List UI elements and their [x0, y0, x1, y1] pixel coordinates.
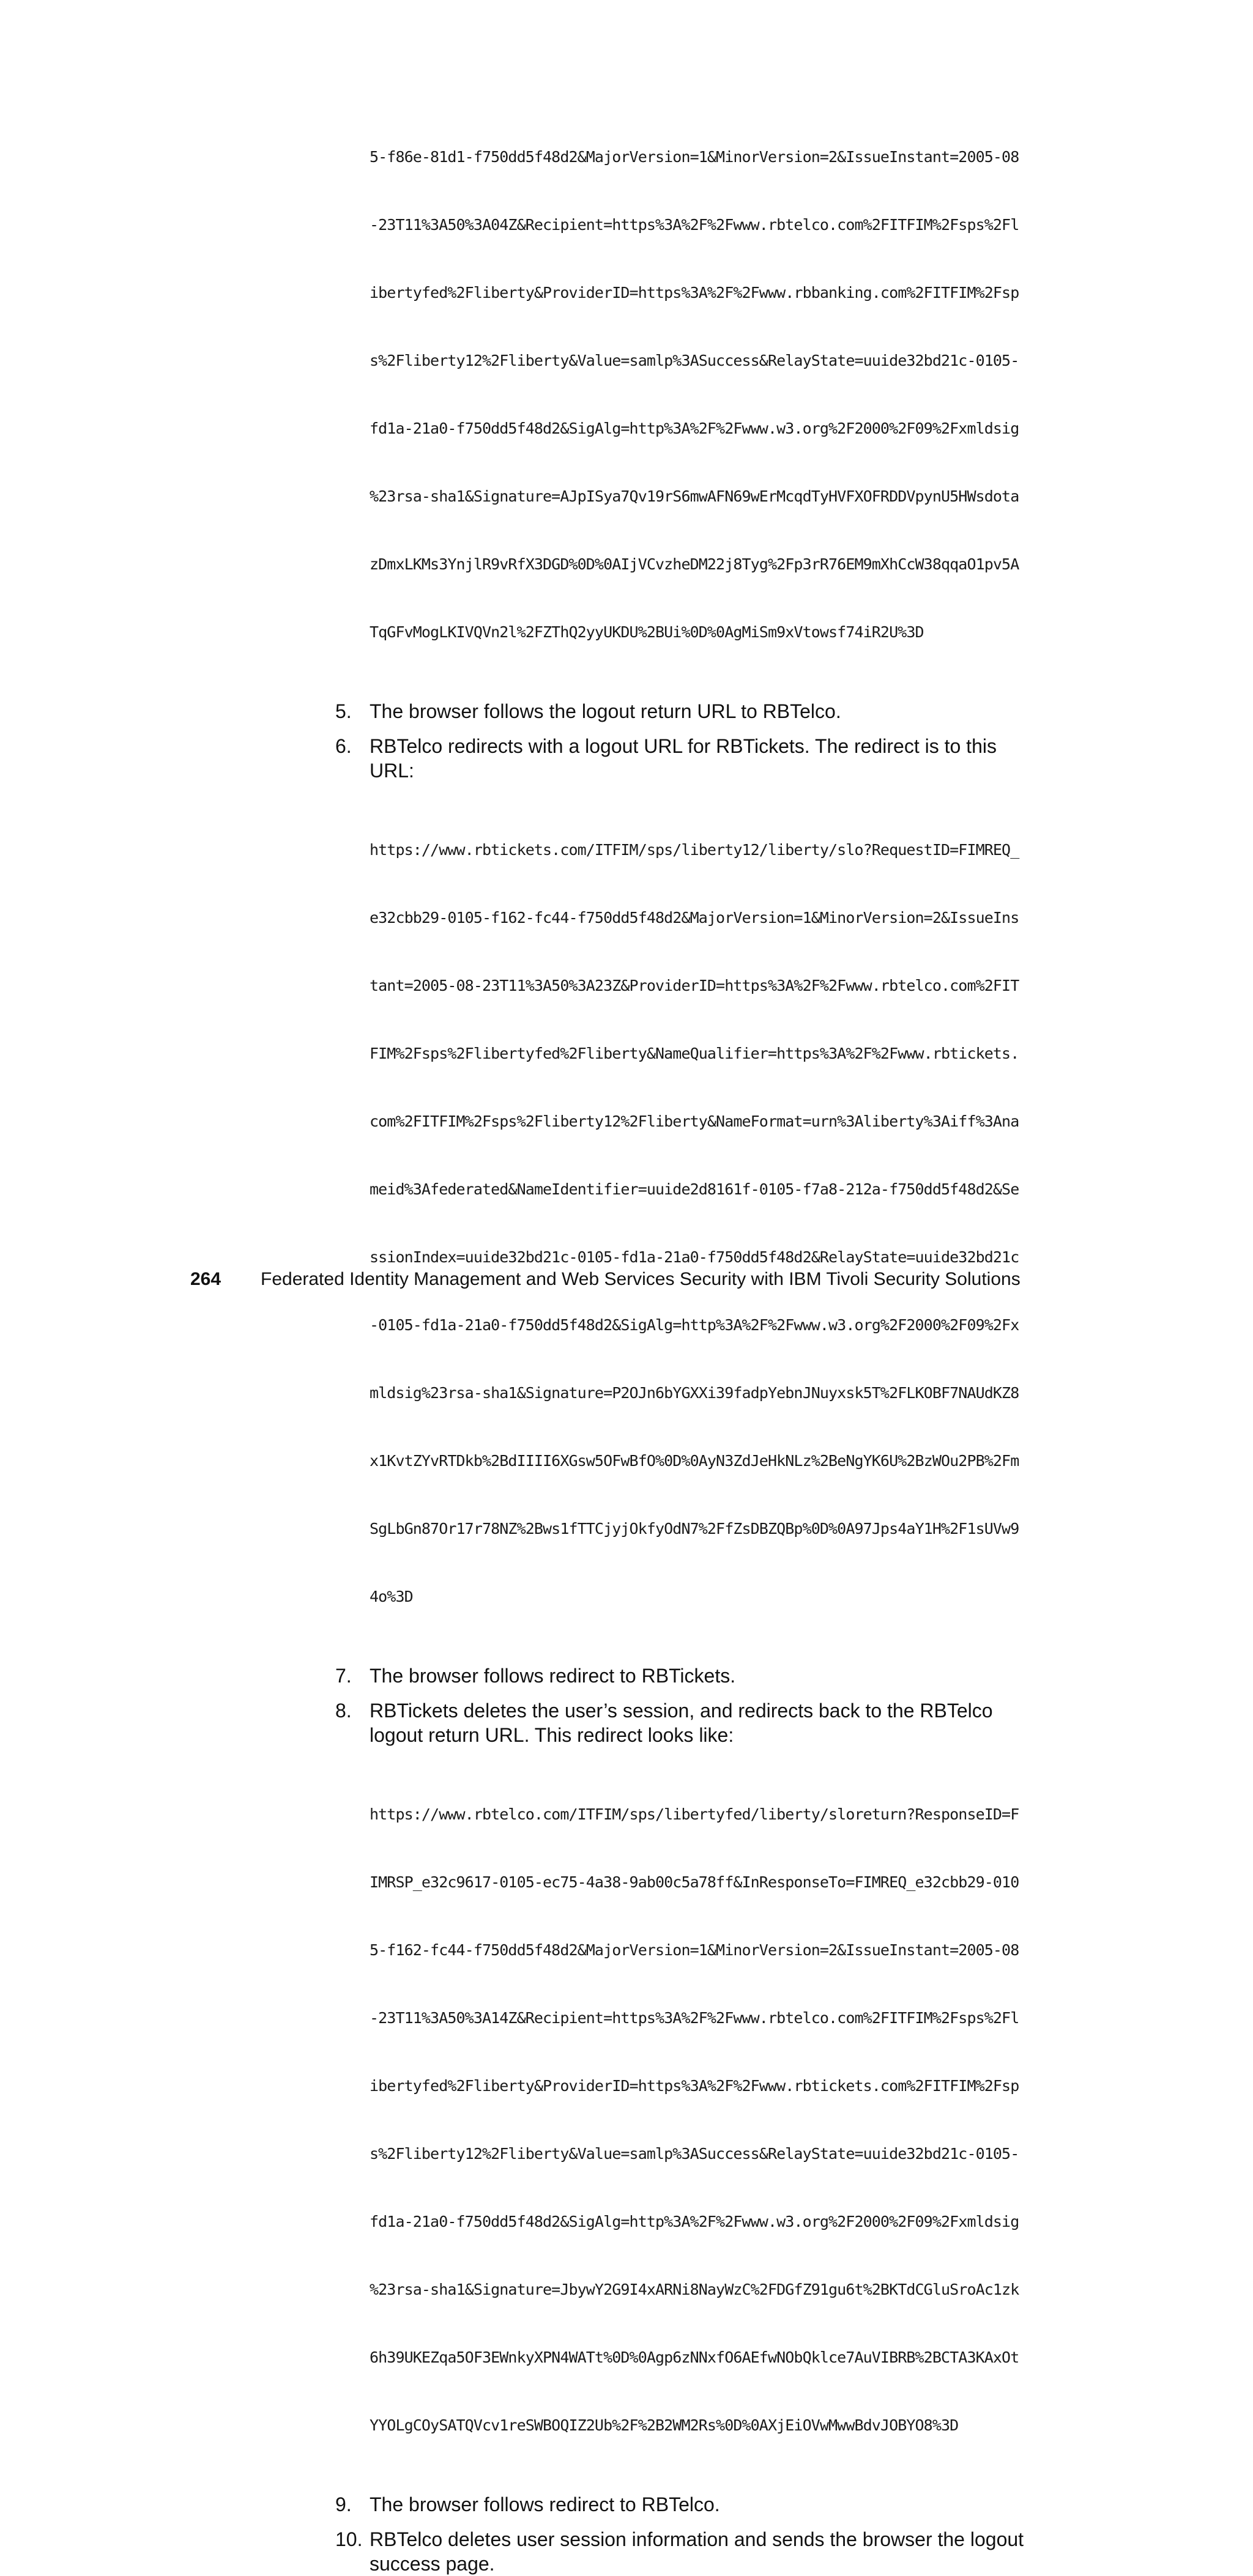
step-number: 8.: [335, 1700, 352, 1722]
step-text: [370, 1698, 1069, 1747]
code-line: -0105-fd1a-21a0-f750dd5f48d2&SigAlg=http%3A%2F%2Fwww.w3.org%2F2000%2F09%2Fx: [370, 1316, 1019, 1334]
code-line: s%2Fliberty12%2Fliberty&Value=samlp%3ASuccess&RelayState=uuide32bd21c-0105-: [370, 352, 1019, 369]
list-item-step-10: [335, 2527, 1069, 2576]
code-line: meid%3Afederated&NameIdentifier=uuide2d8161f-0105-f7a8-212a-f750dd5f48d2&Se: [370, 1180, 1019, 1198]
code-line: %23rsa-sha1&Signature=JbywY2G9I4xARNi8NayWzC%2FDGfZ91gu6t%2BKTdCGluSroAc1zk: [370, 2281, 1019, 2298]
step-number: 9.: [335, 2493, 352, 2515]
book-title: Federated Identity Management and Web Services Security with IBM Tivoli Security Solutions: [261, 1269, 1021, 1289]
list-item-step-8: [335, 1698, 1069, 1747]
page-content: [335, 100, 1069, 2576]
step-text-line: RBTelco redirects with a logout URL for RBTickets. The redirect is to this: [370, 735, 997, 757]
code-line: 4o%3D: [370, 1588, 413, 1605]
url-code-block-rbtickets-slo: [370, 793, 1069, 1653]
code-line: fd1a-21a0-f750dd5f48d2&SigAlg=http%3A%2F%2Fwww.w3.org%2F2000%2F09%2Fxmldsig: [370, 420, 1019, 437]
code-line: %23rsa-sha1&Signature=AJpISya7Qv19rS6mwAFN69wErMcqdTyHVFXOFRDDVpynU5HWsdota: [370, 487, 1019, 505]
code-line: mldsig%23rsa-sha1&Signature=P2OJn6bYGXXi39fadpYebnJNuyxsk5T%2FLKOBF7NAUdKZ8: [370, 1384, 1019, 1402]
step-number: 7.: [335, 1665, 352, 1687]
code-line: ibertyfed%2Fliberty&ProviderID=https%3A%2F%2Fwww.rbtickets.com%2FITFIM%2Fsp: [370, 2077, 1019, 2095]
code-line: ssionIndex=uuide32bd21c-0105-fd1a-21a0-f750dd5f48d2&RelayState=uuide32bd21c: [370, 1248, 1019, 1266]
step-text-line: success page.: [370, 2553, 495, 2575]
code-line: IMRSP_e32c9617-0105-ec75-4a38-9ab00c5a78ff&InResponseTo=FIMREQ_e32cbb29-010: [370, 1873, 1019, 1891]
code-line: 6h39UKEZqa5OF3EWnkyXPN4WATt%0D%0Agp6zNNxfO6AEfwNObQklce7AuVIBRB%2BCTA3KAxOt: [370, 2348, 1019, 2366]
step-number: 10.: [335, 2528, 363, 2550]
step-text-line: URL:: [370, 760, 414, 782]
step-text-line: RBTickets deletes the user’s session, and redirects back to the RBTelco: [370, 1700, 993, 1722]
code-line: 5-f162-fc44-f750dd5f48d2&MajorVersion=1&MinorVersion=2&IssueInstant=2005-08: [370, 1941, 1019, 1959]
url-code-block-rbtelco-sloreturn: [370, 1758, 1069, 2482]
list-item-step-9: [335, 2492, 1069, 2517]
code-line: YYOLgCOySATQVcv1reSWBOQIZ2Ub%2F%2B2WM2Rs%0D%0AXjEiOVwMwwBdvJOBYO8%3D: [370, 2416, 959, 2434]
code-line: s%2Fliberty12%2Fliberty&Value=samlp%3ASuccess&RelayState=uuide32bd21c-0105-: [370, 2145, 1019, 2163]
list-item-step-5: [335, 699, 1069, 724]
step-number: 6.: [335, 735, 352, 757]
step-text: [370, 734, 1069, 783]
code-line: -23T11%3A50%3A04Z&Recipient=https%3A%2F%2Fwww.rbtelco.com%2FITFIM%2Fsps%2Fl: [370, 216, 1019, 234]
code-line: TqGFvMogLKIVQVn2l%2FZThQ2yyUKDU%2BUi%0D%0AgMiSm9xVtowsf74iR2U%3D: [370, 623, 924, 641]
page-number: 264: [190, 1269, 221, 1289]
step-text-line: The browser follows the logout return URL to RBTelco.: [370, 700, 841, 722]
code-line: fd1a-21a0-f750dd5f48d2&SigAlg=http%3A%2F%2Fwww.w3.org%2F2000%2F09%2Fxmldsig: [370, 2213, 1019, 2230]
step-text: [370, 2492, 1069, 2517]
code-line: tant=2005-08-23T11%3A50%3A23Z&ProviderID=https%3A%2F%2Fwww.rbtelco.com%2FIT: [370, 977, 1019, 994]
code-line: https://www.rbtickets.com/ITFIM/sps/liberty12/liberty/slo?RequestID=FIMREQ_: [370, 841, 1019, 859]
list-item-step-6: [335, 734, 1069, 783]
code-line: e32cbb29-0105-f162-fc44-f750dd5f48d2&MajorVersion=1&MinorVersion=2&IssueIns: [370, 909, 1019, 927]
page-footer: [190, 1267, 1021, 1292]
url-code-block-top: [370, 100, 1069, 689]
code-line: https://www.rbtelco.com/ITFIM/sps/libertyfed/liberty/sloreturn?ResponseID=F: [370, 1805, 1019, 1823]
step-text: [370, 1664, 1069, 1688]
step-text: [370, 699, 1069, 724]
code-line: com%2FITFIM%2Fsps%2Fliberty12%2Fliberty&NameFormat=urn%3Aliberty%3Aiff%3Ana: [370, 1112, 1019, 1130]
step-text-line: RBTelco deletes user session information and sends the browser the logout: [370, 2528, 1024, 2550]
step-text-line: logout return URL. This redirect looks like:: [370, 1724, 734, 1746]
code-line: SgLbGn87Or17r78NZ%2Bws1fTTCjyjOkfyOdN7%2FfZsDBZQBp%0D%0A97Jps4aY1H%2F1sUVw9: [370, 1520, 1019, 1538]
step-text: [370, 2527, 1069, 2576]
step-number: 5.: [335, 700, 352, 722]
code-line: FIM%2Fsps%2Flibertyfed%2Fliberty&NameQualifier=https%3A%2F%2Fwww.rbtickets.: [370, 1045, 1019, 1062]
list-item-step-7: [335, 1664, 1069, 1688]
code-line: x1KvtZYvRTDkb%2BdIIII6XGsw5OFwBfO%0D%0AyN3ZdJeHkNLz%2BeNgYK6U%2BzWOu2PB%2Fm: [370, 1452, 1019, 1470]
step-text-line: The browser follows redirect to RBTickets.: [370, 1665, 736, 1687]
code-line: -23T11%3A50%3A14Z&Recipient=https%3A%2F%2Fwww.rbtelco.com%2FITFIM%2Fsps%2Fl: [370, 2009, 1019, 2027]
step-text-line: The browser follows redirect to RBTelco.: [370, 2493, 720, 2515]
code-line: 5-f86e-81d1-f750dd5f48d2&MajorVersion=1&MinorVersion=2&IssueInstant=2005-08: [370, 148, 1019, 166]
code-line: zDmxLKMs3YnjlR9vRfX3DGD%0D%0AIjVCvzheDM22j8Tyg%2Fp3rR76EM9mXhCcW38qqaO1pv5A: [370, 555, 1019, 573]
code-line: ibertyfed%2Fliberty&ProviderID=https%3A%2F%2Fwww.rbbanking.com%2FITFIM%2Fsp: [370, 284, 1019, 302]
